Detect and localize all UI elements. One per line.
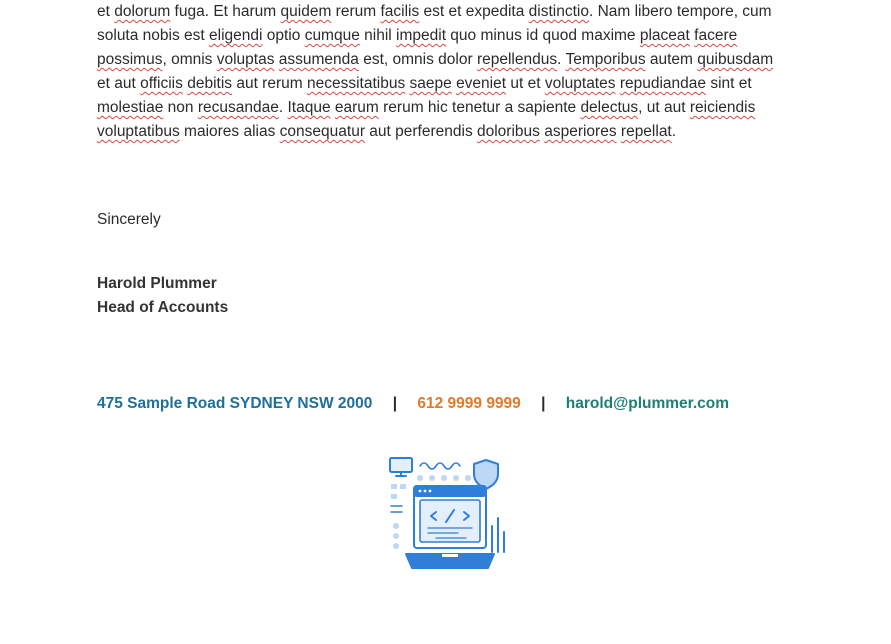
misspelled-word: voluptates bbox=[544, 75, 616, 92]
paragraph-text: optio bbox=[262, 27, 305, 44]
paragraph-text: rerum bbox=[331, 3, 381, 20]
misspelled-word: consequatur bbox=[279, 123, 365, 140]
misspelled-word: distinctio bbox=[528, 3, 589, 20]
misspelled-word: molestiae bbox=[97, 99, 164, 116]
closing-line: Sincerely bbox=[97, 211, 161, 228]
misspelled-word: possimus bbox=[97, 51, 163, 68]
misspelled-word: eligendi bbox=[209, 27, 263, 44]
paragraph-text: quo minus id quod maxime bbox=[446, 27, 640, 44]
misspelled-word: impedit bbox=[396, 27, 446, 44]
contact-email-link[interactable]: harold@plummer.com bbox=[565, 395, 730, 412]
paragraph-text: aut rerum bbox=[232, 75, 307, 92]
misspelled-word: doloribus bbox=[477, 123, 540, 140]
paragraph-text: est et expedita bbox=[419, 3, 529, 20]
misspelled-word: asperiores bbox=[544, 123, 617, 140]
misspelled-word: voluptas bbox=[216, 51, 275, 68]
paragraph-text: est, omnis dolor bbox=[358, 51, 477, 68]
misspelled-word: repellat bbox=[620, 123, 672, 140]
misspelled-word: officiis bbox=[140, 75, 183, 92]
paragraph-text: maiores alias bbox=[179, 123, 280, 140]
letter-paragraph bbox=[97, 0, 787, 144]
laptop-code-icon bbox=[388, 456, 510, 578]
misspelled-word: recusandae bbox=[197, 99, 279, 116]
paragraph-text: fuga. Et harum bbox=[170, 3, 281, 20]
misspelled-word: facilis bbox=[380, 3, 420, 20]
paragraph-text: et aut bbox=[97, 75, 141, 92]
paragraph-text: ut et bbox=[506, 75, 545, 92]
signature-name: Harold Plummer bbox=[97, 275, 217, 292]
paragraph-text: , ut aut bbox=[638, 99, 690, 116]
misspelled-word: Itaque bbox=[287, 99, 331, 116]
contact-separator: | bbox=[392, 395, 398, 412]
misspelled-word: repudiandae bbox=[619, 75, 707, 92]
paragraph-text: autem bbox=[645, 51, 698, 68]
paragraph-text: . bbox=[557, 51, 566, 68]
paragraph-text: sint et bbox=[706, 75, 752, 92]
paragraph-text: . Nam libero tempore, cum soluta nobis est bbox=[97, 3, 772, 44]
misspelled-word: assumenda bbox=[278, 51, 359, 68]
paragraph-text: nihil bbox=[359, 27, 397, 44]
misspelled-word: quidem bbox=[280, 3, 332, 20]
paragraph-text: . bbox=[671, 123, 677, 140]
signature-title: Head of Accounts bbox=[97, 299, 229, 316]
paragraph-text: . bbox=[278, 99, 288, 116]
misspelled-word: delectus bbox=[580, 99, 639, 116]
contact-phone[interactable]: 612 9999 9999 bbox=[417, 395, 521, 412]
misspelled-word: eveniet bbox=[456, 75, 507, 92]
paragraph-text: non bbox=[163, 99, 198, 116]
paragraph-text: rerum hic tenetur a sapiente bbox=[378, 99, 581, 116]
contact-address: 475 Sample Road SYDNEY NSW 2000 bbox=[97, 395, 373, 412]
contact-line bbox=[97, 392, 729, 416]
misspelled-word: repellendus bbox=[476, 51, 558, 68]
misspelled-word: quibusdam bbox=[697, 51, 774, 68]
misspelled-word: cumque bbox=[304, 27, 360, 44]
misspelled-word: Temporibus bbox=[565, 51, 646, 68]
misspelled-word: voluptatibus bbox=[97, 123, 180, 140]
misspelled-word: necessitatibus bbox=[306, 75, 406, 92]
misspelled-word: earum bbox=[334, 99, 379, 116]
misspelled-word: saepe bbox=[409, 75, 452, 92]
misspelled-word: dolorum bbox=[114, 3, 171, 20]
misspelled-word: facere bbox=[694, 27, 738, 44]
signature-block bbox=[97, 272, 228, 320]
paragraph-text: , omnis bbox=[162, 51, 217, 68]
paragraph-text: et bbox=[97, 3, 115, 20]
misspelled-word: debitis bbox=[187, 75, 233, 92]
misspelled-word: placeat bbox=[639, 27, 690, 44]
misspelled-word: reiciendis bbox=[689, 99, 756, 116]
contact-separator: | bbox=[541, 395, 546, 412]
paragraph-text: aut perferendis bbox=[364, 123, 477, 140]
